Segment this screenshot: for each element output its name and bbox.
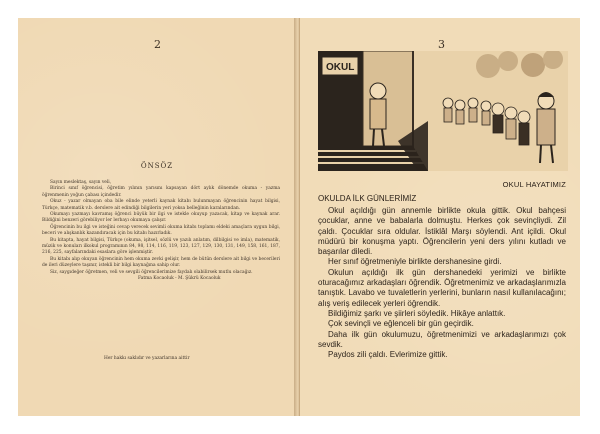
preface-paragraph: Okuz - yazar olmayan oba bile elinde yeterli kaynak kitabı bulunmayan öğrencinin hayat bilgisi, Türkçe, matematik v.b. derslere ait edindiği bilgilerin yeri yoksa belleğinin karalarından.	[42, 199, 280, 211]
school-sign-text: OKUL	[326, 62, 355, 73]
story-paragraph: Daha ilk gün okulumuzu, öğretmenimizi ve arkadaşlarımızı çok sevdik.	[318, 329, 566, 349]
story-paragraph: Paydos zili çaldı. Evlerimize gittik.	[328, 350, 448, 360]
left-page-number: 2	[154, 38, 161, 51]
open-book	[18, 18, 580, 416]
preface-paragraph: Siz, saygıdeğer öğretmen, veli ve sevgili öğrencilerimize faydalı olabilirsek mutlu olacağız.	[50, 269, 253, 275]
preface-paragraph: Sayın meslektaş, sayın veli,	[50, 180, 112, 185]
story-paragraph: Her sınıf öğretmeniyle birlikte dershanesine girdi.	[328, 257, 502, 267]
authors-signature: Fatma Kocaoluk - M. Şükrü Kocaoluk	[138, 276, 221, 281]
right-page	[299, 18, 580, 416]
illustration-caption: OKUL HAYATIMIZ	[502, 180, 566, 189]
preface-paragraph: Öğrencinin bu ilgi ve isteğini cevap verecek sevimli okuma kitabı toplamı eldeki amaçlara uygun bilgi, beceri ve alışkanlık kazandıracak için bu kitabı hazırladık.	[42, 224, 280, 237]
story-paragraph: Okul açıldığı gün annemle birlikte okula gittik. Okul bahçesi çocuklar, anne ve babalarla dolmuştu. Herkes çok sevinçliydi. Zil çaldı. Çocuklar sıra oldular. İstiklâl Marşı söylendi. Ant içildi. Okul müdürü bir konuşma yaptı. Öğrencilerin yeni ders yılını kutladı ve başarılar diledi.	[318, 206, 566, 257]
school-scene-drawing	[318, 51, 568, 171]
story-paragraph: Bildiğimiz şarkı ve şiirleri söyledik. Hikâye anlattık.	[328, 308, 506, 318]
story-paragraph: Okulun açıldığı ilk gün dershanedeki yerimizi ve birlikte oturacağımız arkadaşları öğrendik. Öğretmenimiz ve arkadaşlarımızla tanıştık. Lavabo ve tuvaletlerin yerlerini, bunların nasıl kullanılacağını; alış veriş edilecek yerleri öğrendik.	[318, 267, 566, 308]
preface-paragraph: Okumayı yazmayı kavramış öğrenci büyük bir ilgi ve istekle okuyup yazacak, kitap ve kaynak arar. Bildiğini benzeri görebiliyor ler lerbayı okumaya çalışır.	[42, 212, 280, 224]
story-paragraph: Çok sevinçli ve eğlenceli bir gün geçirdik.	[328, 319, 474, 329]
left-page	[18, 18, 296, 416]
preface-paragraph: Birinci sınıf öğrencisi, öğretim yılının yarısını kapsayan dört aylık dönemde okuma - yazma öğrenmenin yoğun çabası içindedir.	[42, 186, 280, 198]
story-text	[318, 206, 566, 360]
rights-notice: Her hakkı saklıdır ve yazarlarına aittir	[104, 356, 190, 361]
preface-paragraph: Bu kitabı alıp okuyan öğrencinin hem okuma zevki gelişir, hem de bütün derslere ait bilgi ve becerileri de ileri düzeylere taşınır, istekli bir bilgi kaynağına sahip olur.	[42, 256, 280, 269]
preface-text	[42, 180, 280, 276]
section-title: OKULDA İLK GÜNLERİMİZ	[318, 194, 417, 203]
preface-title: ÖNSÖZ	[140, 162, 174, 170]
right-page-number: 3	[438, 38, 445, 51]
school-illustration	[318, 51, 568, 171]
preface-paragraph: Bu kitapta, hayat bilgisi, Türkçe (okuma, işitsel, sözlü ve yazılı anlatım, dilbilgisi ve imla), matematik, müzik ve konuları ilkokul programının 84, 98, 114, 116, 119, 123, 127, 129, 130, 131, 149, 158, 161, 187, 216, 225, sayfalarındaki esaslara göre işlenmiştir.	[42, 237, 280, 256]
